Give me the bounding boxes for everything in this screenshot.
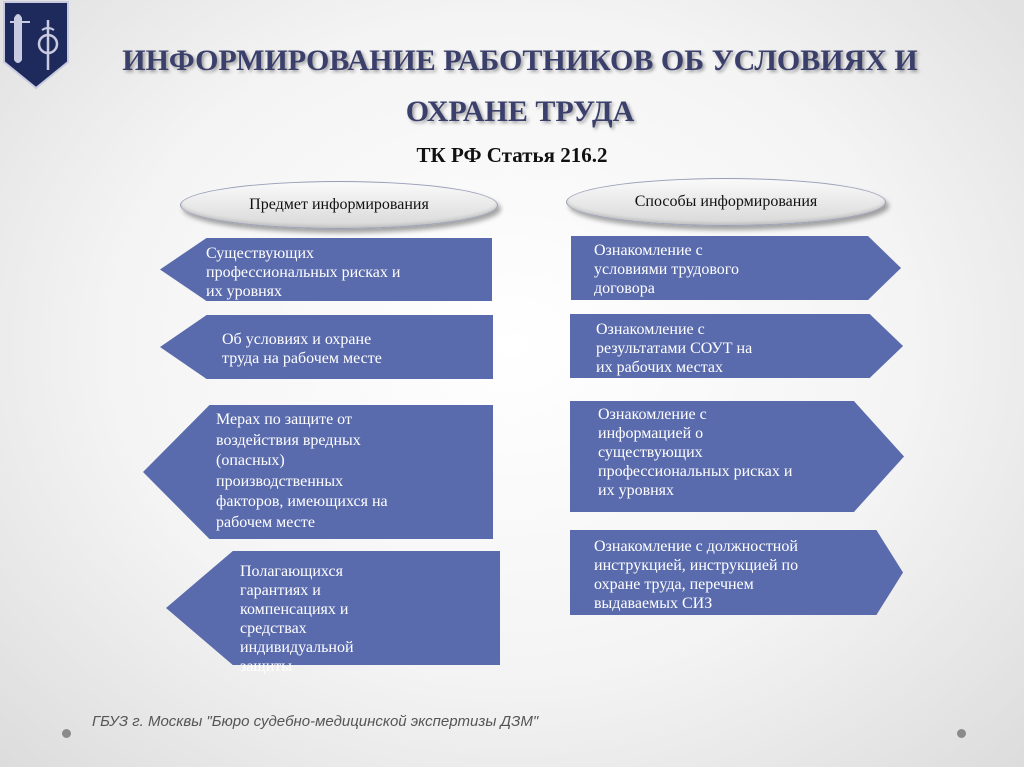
right-item-1-text: Ознакомление с условиями трудового договора (594, 242, 739, 297)
left-column-header-label: Предмет информирования (249, 196, 429, 213)
page-title-line2: ОХРАНЕ ТРУДА (405, 95, 635, 128)
right-column-header (566, 178, 886, 226)
left-item-3-text: Мерах по защите от воздействия вредных (опасных) производственных факторов, имеющихся на рабочем месте (216, 411, 388, 531)
left-column-header (180, 181, 498, 229)
footer-organization: ГБУЗ г. Москвы "Бюро судебно-медицинской экспертизы ДЗМ" (92, 713, 539, 730)
left-item-2-text: Об условиях и охране труда на рабочем месте (222, 331, 382, 367)
page-title-line1: ИНФОРМИРОВАНИЕ РАБОТНИКОВ ОБ УСЛОВИЯХ И (122, 44, 918, 77)
article-subtitle: ТК РФ Статья 216.2 (416, 143, 608, 167)
right-item-4-text: Ознакомление с должностной инструкцией, инструкцией по охране труда, перечнем выдаваемых СИЗ (594, 538, 799, 612)
footer-dot-left (62, 729, 71, 738)
right-item-3-text: Ознакомление с информацией о существующих профессиональных рисках и их уровнях (598, 406, 793, 499)
right-column-header-label: Способы информирования (634, 193, 818, 210)
left-item-1-text: Существующих профессиональных рисках и их уровнях (206, 245, 401, 300)
right-item-2-text: Ознакомление с результатами СОУТ на их рабочих местах (596, 321, 753, 376)
bureau-logo (0, 0, 72, 90)
footer-dot-right (957, 729, 966, 738)
left-item-4-text: Полагающихся гарантиях и компенсациях и средствах индивидуальной защиты (240, 563, 354, 675)
